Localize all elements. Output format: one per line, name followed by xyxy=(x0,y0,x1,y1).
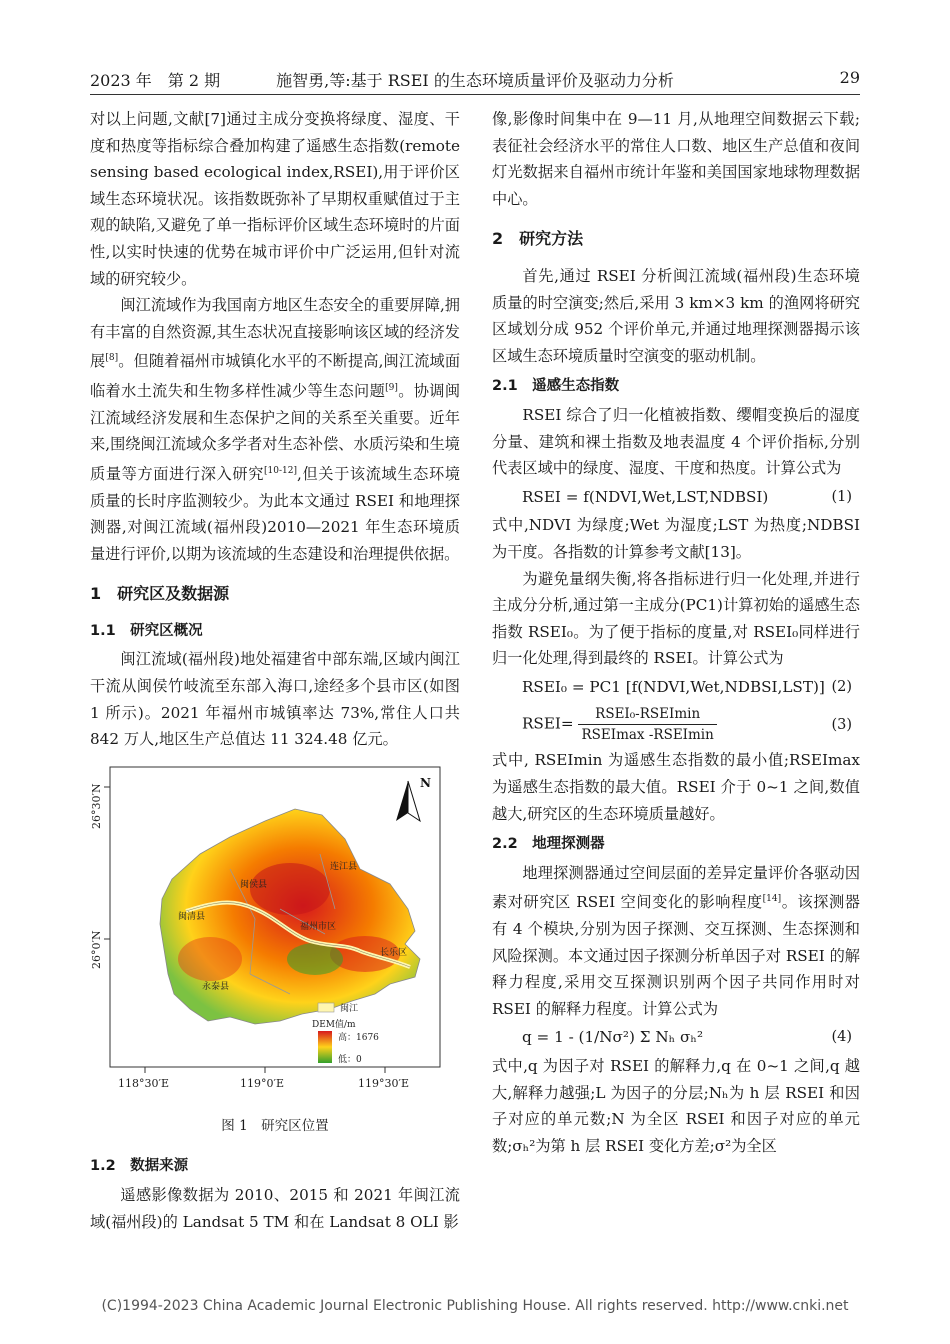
right-column xyxy=(492,106,860,1159)
lon-label: 118°30′E xyxy=(118,1076,170,1090)
legend-river-label: 闽江 xyxy=(340,1003,359,1014)
equation-2-number: (2) xyxy=(831,678,852,695)
paragraph-eq4-explanation: 式中,q 为因子对 RSEI 的解释力,q 在 0~1 之间,q 越大,解释力越强;L 为因子的分层;Nₕ为 h 层 RSEI 和因子对应的单元数;N 为全区 RSEI 和因子对应的单元数;σₕ²为第 h 层 RSEI 变化方差;σ²为全区 xyxy=(492,1057,860,1155)
citation[interactable]: [14] xyxy=(762,894,782,905)
svg-text:N: N xyxy=(420,775,431,790)
equation-1-number: (1) xyxy=(831,488,852,505)
lon-label: 119°0′E xyxy=(240,1076,285,1090)
equation-3-numerator: RSEI₀-RSEImin xyxy=(578,704,716,725)
paragraph-eq3-explanation: 式中, RSEImin 为遥感生态指数的最小值;RSEImax 为遥感生态指数的最大值。RSEI 介于 0~1 之间,数值越大,研究区的生态环境质量越好。 xyxy=(492,751,860,823)
subsection-heading-2-2: 2.2 地理探测器 xyxy=(492,836,605,853)
paragraph-study-area: 闽江流域(福州段)地处福建省中部东端,区域内闽江干流从闽侯竹岐流至东部入海口,途经多个县市区(如图 1 所示)。2021 年福州市城镇率达 73%,常住人口共 842 万人,地区生产总值达 11 324.48 亿元。 xyxy=(90,650,460,749)
equation-4 xyxy=(492,1022,860,1053)
lat-label: 26°30′N xyxy=(90,783,103,829)
citation[interactable]: [8] xyxy=(105,353,119,364)
equation-3-fraction xyxy=(578,704,716,745)
paragraph-intro-continued: 对以上问题,文献[7]通过主成分变换将绿度、湿度、干度和热度等指标综合叠加构建了遥感生态指数(remote sensing based ecological index,RSEI),用于评价区域生态环境状况。该指数既弥补了早期权重赋值过于主观的缺陷,又避免了单一指标评价区域生态环境时的片面性,以实时快速的优势在城市评价中广泛运用,但针对流域的研究较少。 xyxy=(90,110,460,288)
place-label: 永泰县 xyxy=(202,981,230,992)
place-label: 连江县 xyxy=(330,861,358,872)
subsection-heading-2-1: 2.1 遥感生态指数 xyxy=(492,378,620,395)
legend-dem-high: 高：1676 xyxy=(338,1032,379,1043)
equation-4-number: (4) xyxy=(831,1029,852,1046)
dem-low-zone xyxy=(287,943,343,975)
equation-3-denominator: RSEImax -RSEImin xyxy=(581,727,714,744)
equation-3 xyxy=(492,702,860,747)
subsection-heading-1-1: 1.1 研究区概况 xyxy=(90,622,203,639)
equation-3-number: (3) xyxy=(831,716,852,733)
figure-caption: 图 1 研究区位置 xyxy=(221,1117,329,1134)
citation[interactable]: [9] xyxy=(385,383,398,393)
equation-1 xyxy=(492,482,860,513)
issue-label: 2023 年 第 2 期 xyxy=(90,71,221,90)
equation-4-body: q = 1 - (1/Nσ²) Σ Nₕ σₕ² xyxy=(522,1028,704,1047)
paragraph-geodetector: 地理探测器通过空间层面的差异定量评价各驱动因素对研究区 RSEI 空间变化的影响程度[14]。该探测器有 4 个模块,分别为因子探测、交互探测、生态探测和风险探测。本文通过因子探测分析单因子对 RSEI 的解释力程度,采用交互探测识别两个因子共同作用时对 RSEI 的解释力程度。计算公式为 xyxy=(492,863,860,1018)
lon-label: 119°30′E xyxy=(358,1076,410,1090)
running-title: 施智勇,等:基于 RSEI 的生态环境质量评价及驱动力分析 xyxy=(276,71,674,90)
study-area-map xyxy=(90,759,460,1109)
left-column xyxy=(90,106,460,1235)
place-label: 福州市区 xyxy=(300,921,337,932)
study-area-figure xyxy=(90,759,460,1109)
paragraph-method-overview: 首先,通过 RSEI 分析闽江流域(福州段)生态环境质量的时空演变;然后,采用 3 km×3 km 的渔网将研究区域划分成 952 个评价单元,并通过地理探测器揭示该区域生态环境质量时空演变的驱动机制。 xyxy=(492,266,860,365)
paragraph-minjiang: 闽江流域作为我国南方地区生态安全的重要屏障,拥有丰富的自然资源,其生态状况直接影响该区域的经济发展[8]。但随着福州市城镇化水平的不断提高,闽江流域面临着水土流失和生物多样性减少等生态问题[9]。协调闽江流域经济发展和生态保护之间的关系至关重要。近年来,围绕闽江流域众多学者对生态补偿、水质污染和生境质量等方面进行深入研究[10-12],但关于该流域生态环境质量的长时序监测较少。为此本文通过 RSEI 和地理探测器,对闽江流域(福州段)2010—2021 年生态环境质量进行评价,以期为该流域的生态建设和治理提供依据。 xyxy=(90,296,461,563)
equation-3-lhs: RSEI= xyxy=(522,714,574,733)
equation-1-body: RSEI = f(NDVI,Wet,LST,NDBSI) xyxy=(522,487,769,506)
place-label: 闽侯县 xyxy=(240,879,268,890)
equation-2-body: RSEI₀ = PC1 [f(NDVI,Wet,NDBSI,LST)] xyxy=(522,677,825,696)
paragraph-eq1-explanation: 式中,NDVI 为绿度;Wet 为湿度;LST 为热度;NDBSI 为干度。各指数的计算参考文献[13]。 xyxy=(492,516,860,561)
subsection-heading-1-2: 1.2 数据来源 xyxy=(90,1158,189,1175)
place-label: 长乐区 xyxy=(380,947,408,958)
lat-label: 26°0′N xyxy=(90,930,103,969)
paragraph-normalization: 为避免量纲失衡,将各指标进行归一化处理,并进行主成分分析,通过第一主成分(PC1)计算初始的遥感生态指数 RSEI₀。为了便于指标的度量,对 RSEI₀同样进行归一化处理,得到最终的 RSEI。计算公式为 xyxy=(492,569,860,668)
copyright-footer: (C)1994-2023 China Academic Journal Electronic Publishing House. All rights reserved. http://www.cnki.net xyxy=(101,1298,849,1314)
header-rule xyxy=(90,94,860,95)
citation[interactable]: [10-12] xyxy=(264,465,297,476)
legend-river-swatch xyxy=(318,1003,334,1012)
paragraph-data-source: 遥感影像数据为 2010、2015 和 2021 年闽江流域(福州段)的 Landsat 5 TM 和在 Landsat 8 OLI 影 xyxy=(90,1186,460,1231)
legend-dem-title: DEM值/m xyxy=(312,1019,356,1030)
running-header xyxy=(90,64,860,92)
legend-dem-low: 低：0 xyxy=(338,1054,362,1065)
equation-2 xyxy=(492,672,860,703)
section-heading-1: 1 研究区及数据源 xyxy=(90,584,230,604)
page-number: 29 xyxy=(839,68,860,87)
paragraph-data-source-continued: 像,影像时间集中在 9—11 月,从地理空间数据云下载;表征社会经济水平的常住人口数、地区生产总值和夜间灯光数据来自福州市统计年鉴和美国国家地球物理数据中心。 xyxy=(492,110,860,208)
legend-dem-ramp xyxy=(318,1031,332,1063)
dem-high-zone xyxy=(178,937,242,981)
paragraph-rsei-intro: RSEI 综合了归一化植被指数、缨帽变换后的湿度分量、建筑和裸土指数及地表温度 4 个评价指标,分别代表区域中的绿度、湿度、干度和热度。计算公式为 xyxy=(492,405,860,478)
section-heading-2: 2 研究方法 xyxy=(492,229,584,249)
place-label: 闽清县 xyxy=(178,911,206,922)
